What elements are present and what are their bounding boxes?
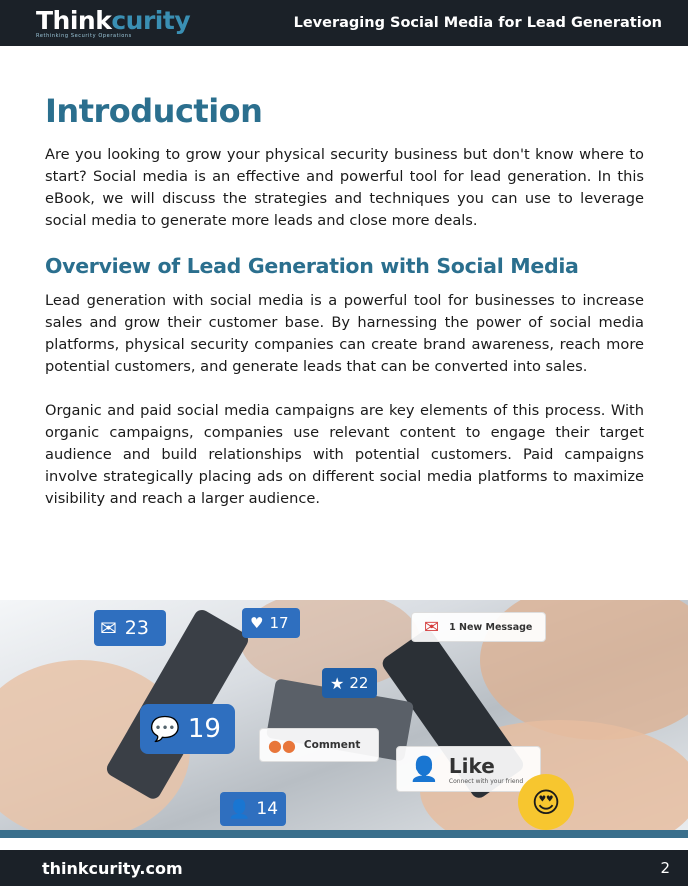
logo[interactable] <box>36 5 191 39</box>
like-label: Like <box>448 753 495 778</box>
user-badge <box>220 792 286 826</box>
star-icon: ★ <box>330 673 345 693</box>
mail-badge <box>94 610 166 646</box>
intro-paragraph: Are you looking to grow your physical security business but don't know where to start? Social media is an effective and powerful tool for lead generation. In this eBook, we will discuss the strategies and techniques you can use to leverage social media to generate more leads and close more deals. <box>45 146 644 229</box>
user-icon: 👤 <box>409 755 439 783</box>
overview-heading: Overview of Lead Generation with Social Media <box>45 254 579 278</box>
heart-count: 17 <box>269 614 289 632</box>
comment-notification <box>259 728 379 762</box>
message-notification <box>411 612 546 642</box>
footer-bar <box>0 850 688 886</box>
mail-icon: ✉ <box>100 616 117 640</box>
user-icon: 👤 <box>228 798 251 820</box>
heart-icon: ♥ <box>250 614 264 632</box>
star-badge <box>322 668 377 698</box>
footer-url[interactable]: thinkcurity.com <box>42 858 183 878</box>
chat-badge <box>140 704 235 754</box>
comment-icon: ●● <box>268 735 296 755</box>
header-bar <box>0 0 688 46</box>
mail-count: 23 <box>124 617 149 639</box>
overview-paragraph-1: Lead generation with social media is a powerful tool for businesses to increase sales and grow their customer base. By harnessing the power of social media platforms, physical security companies can create brand awareness, reach more potential customers, and generate leads that can be converted into sales. <box>45 292 644 375</box>
hero-image <box>0 600 688 830</box>
intro-heading: Introduction <box>45 92 263 130</box>
accent-bar <box>0 830 688 838</box>
heart-badge <box>242 608 300 638</box>
message-label: 1 New Message <box>449 621 533 633</box>
star-count: 22 <box>349 674 369 692</box>
logo-part-b: curity <box>111 5 191 35</box>
overview-paragraph-2: Organic and paid social media campaigns are key elements of this process. With organic campaigns, companies use relevant content to engage their target audience and build relationships with potential customers. Paid campaigns involve strategically placing ads on different social media platforms to maximize visibility and reach a larger audience. <box>45 402 644 507</box>
emoji-icon: 😍 <box>518 774 574 830</box>
user-count: 14 <box>256 799 279 819</box>
chat-icon: 💬 <box>150 715 180 743</box>
like-subtext: Connect with your friend <box>448 777 524 785</box>
main-content <box>45 92 644 510</box>
document-title: Leveraging Social Media for Lead Generation <box>293 15 662 31</box>
page-number: 2 <box>660 859 670 877</box>
logo-part-a: Think <box>36 5 112 35</box>
logo-wordmark <box>36 5 191 35</box>
like-notification <box>396 746 541 792</box>
logo-tagline: Rethinking Security Operations <box>36 32 132 39</box>
mail-icon: ✉ <box>424 616 440 638</box>
comment-label: Comment <box>303 739 361 751</box>
chat-count: 19 <box>187 714 221 744</box>
